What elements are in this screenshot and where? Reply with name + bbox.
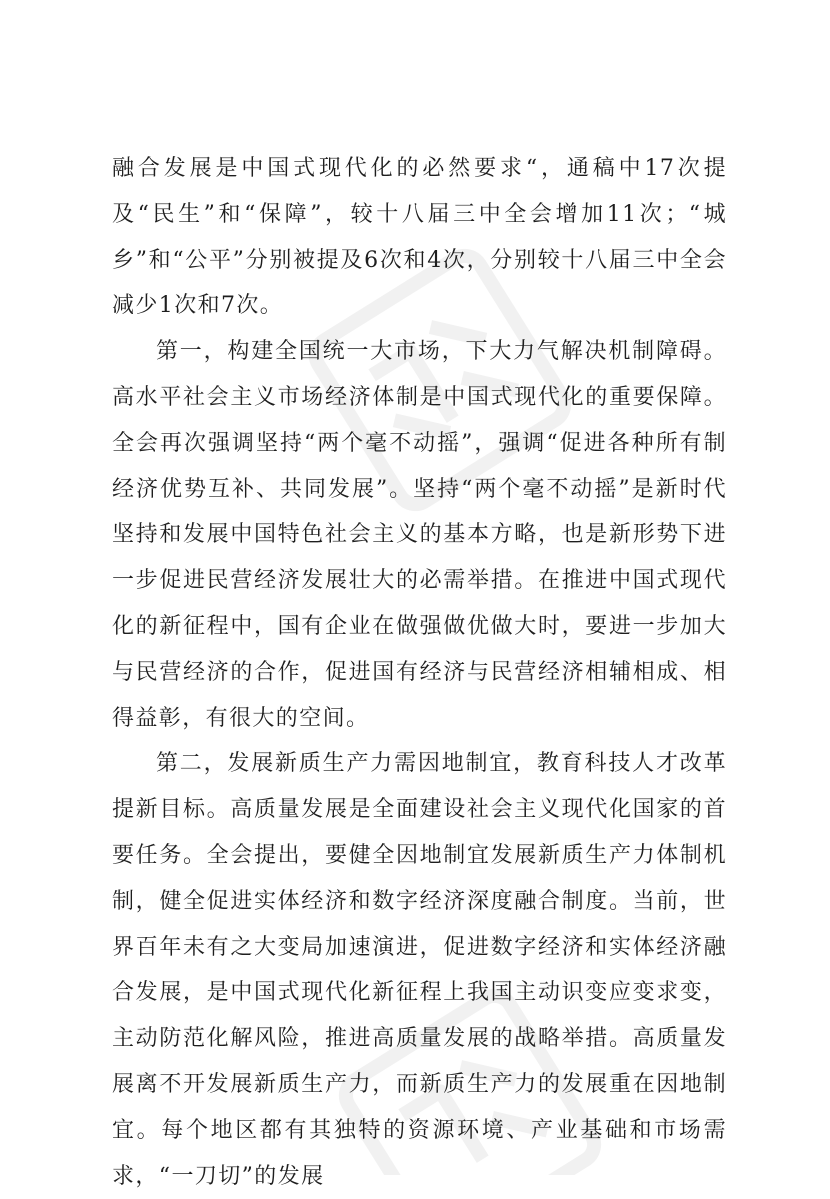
article-body <box>112 146 727 1199</box>
paragraph-first-point: 第一，构建全国统一大市场，下大力气解决机制障碍。高水平社会主义市场经济体制是中国式现代化的重要保障。全会再次强调坚持“两个毫不动摇”，强调“促进各种所有制经济优势互补、共同发展”。坚持“两个毫不动摇”是新时代坚持和发展中国特色社会主义的基本方略，也是新形势下进一步促进民营经济发展壮大的必需举措。在推进中国式现代化的新征程中，国有企业在做强做优做大时，要进一步加大与民营经济的合作，促进国有经济与民营经济相辅相成、相得益彰，有很大的空间。 <box>112 339 727 731</box>
paragraph-second-point: 第二，发展新质生产力需因地制宜，教育科技人才改革提新目标。高质量发展是全面建设社会主义现代化国家的首要任务。全会提出，要健全因地制宜发展新质生产力体制机制，健全促进实体经济和数字经济深度融合制度。当前，世界百年未有之大变局加速演进，促进数字经济和实体经济融合发展，是中国式现代化新征程上我国主动识变应变求变，主动防范化解风险，推进高质量发展的战略举措。高质量发展离不开发展新质生产力，而新质生产力的发展重在因地制宜。每个地区都有其独特的资源环境、产业基础和市场需求，“一刀切”的发展 <box>112 751 727 1189</box>
paragraph-intro: 融合发展是中国式现代化的必然要求“，通稿中17次提及“民生”和“保障”，较十八届三中全会增加11次；“城乡”和“公平”分别被提及6次和4次，分别较十八届三中全会减少1次和7次。 <box>112 156 727 319</box>
